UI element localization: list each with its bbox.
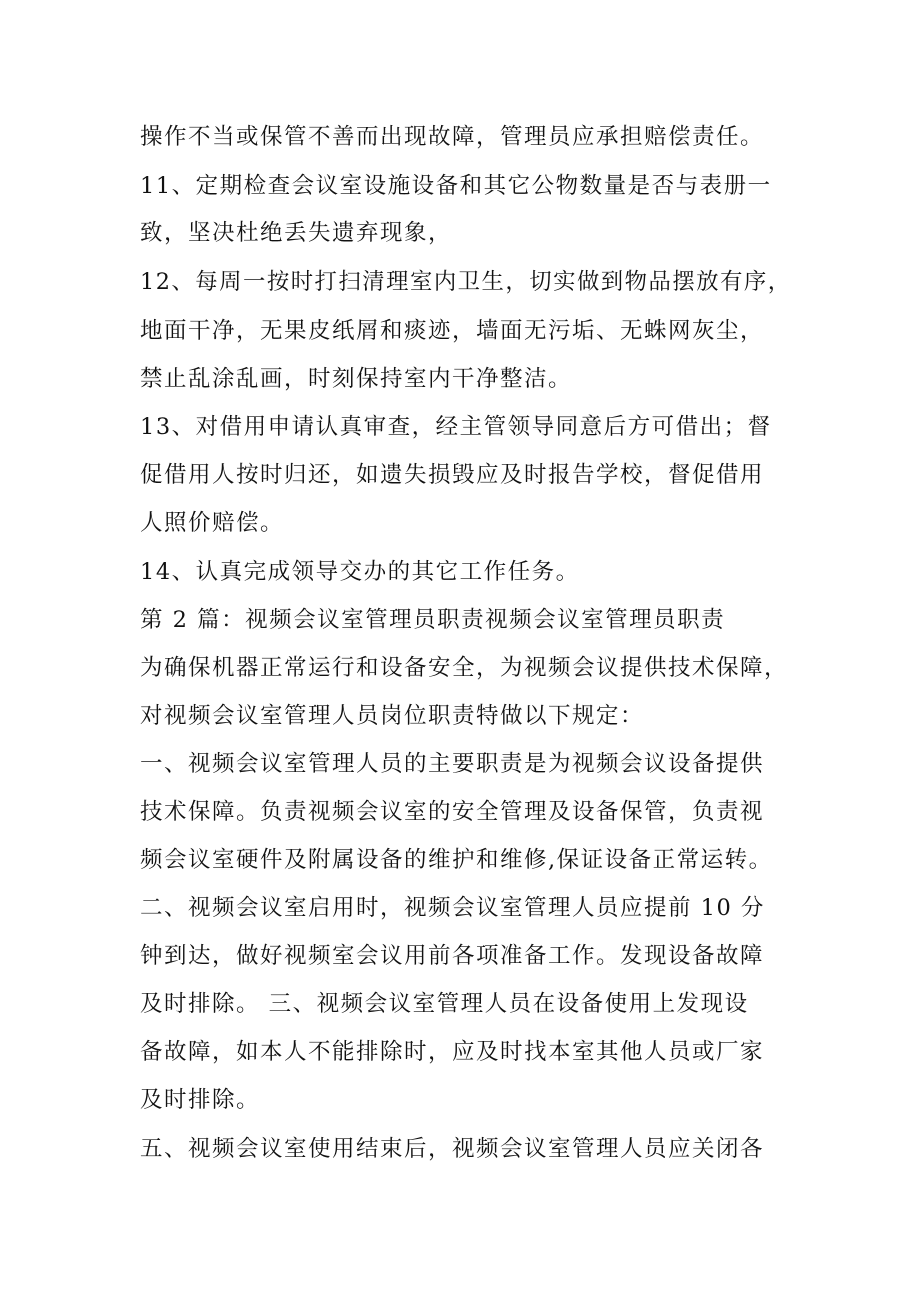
text-line: 频会议室硬件及附属设备的维护和维修,保证设备正常运转。 <box>140 847 773 873</box>
text-line: 一、视频会议室管理人员的主要职责是为视频会议设备提供 <box>140 751 765 777</box>
text-line: 操作不当或保管不善而出现故障，管理员应承担赔偿责任。 <box>140 124 765 150</box>
text-line: 致，坚决杜绝丢失遗弃现象， <box>140 220 453 246</box>
text-line: 二、视频会议室启用时，视频会议室管理人员应提前 10 分 <box>140 895 765 921</box>
text-line: 对视频会议室管理人员岗位职责特做以下规定： <box>140 703 645 729</box>
text-line: 地面干净，无果皮纸屑和痰迹，墙面无污垢、无蛛网灰尘， <box>140 318 765 344</box>
text-line: 备故障，如本人不能排除时，应及时找本室其他人员或厂家 <box>140 1039 765 1065</box>
text-line: 促借用人按时归还，如遗失损毁应及时报告学校，督促借用 <box>140 462 765 488</box>
text-line: 14、认真完成领导交办的其它工作任务。 <box>140 559 580 585</box>
text-line: 12、每周一按时打扫清理室内卫生，切实做到物品摆放有序， <box>140 269 792 295</box>
text-line: 禁止乱涂乱画，时刻保持室内干净整洁。 <box>140 366 573 392</box>
text-line: 及时排除。 <box>140 1087 261 1113</box>
text-line: 为确保机器正常运行和设备安全，为视频会议提供技术保障， <box>140 655 789 681</box>
section-heading: 第 2 篇：视频会议室管理员职责视频会议室管理员职责 <box>140 607 726 633</box>
text-line: 13、对借用申请认真审查，经主管领导同意后方可借出；督 <box>140 414 772 440</box>
text-line: 钟到达，做好视频室会议用前各项准备工作。发现设备故障 <box>140 943 765 969</box>
text-line: 技术保障。负责视频会议室的安全管理及设备保管，负责视 <box>140 799 765 825</box>
text-line: 及时排除。 三、视频会议室管理人员在设备使用上发现设 <box>140 991 749 1017</box>
text-line: 人照价赔偿。 <box>140 510 285 536</box>
text-line: 11、定期检查会议室设施设备和其它公物数量是否与表册一 <box>140 173 772 199</box>
text-line: 五、视频会议室使用结束后，视频会议室管理人员应关闭各 <box>140 1136 765 1162</box>
